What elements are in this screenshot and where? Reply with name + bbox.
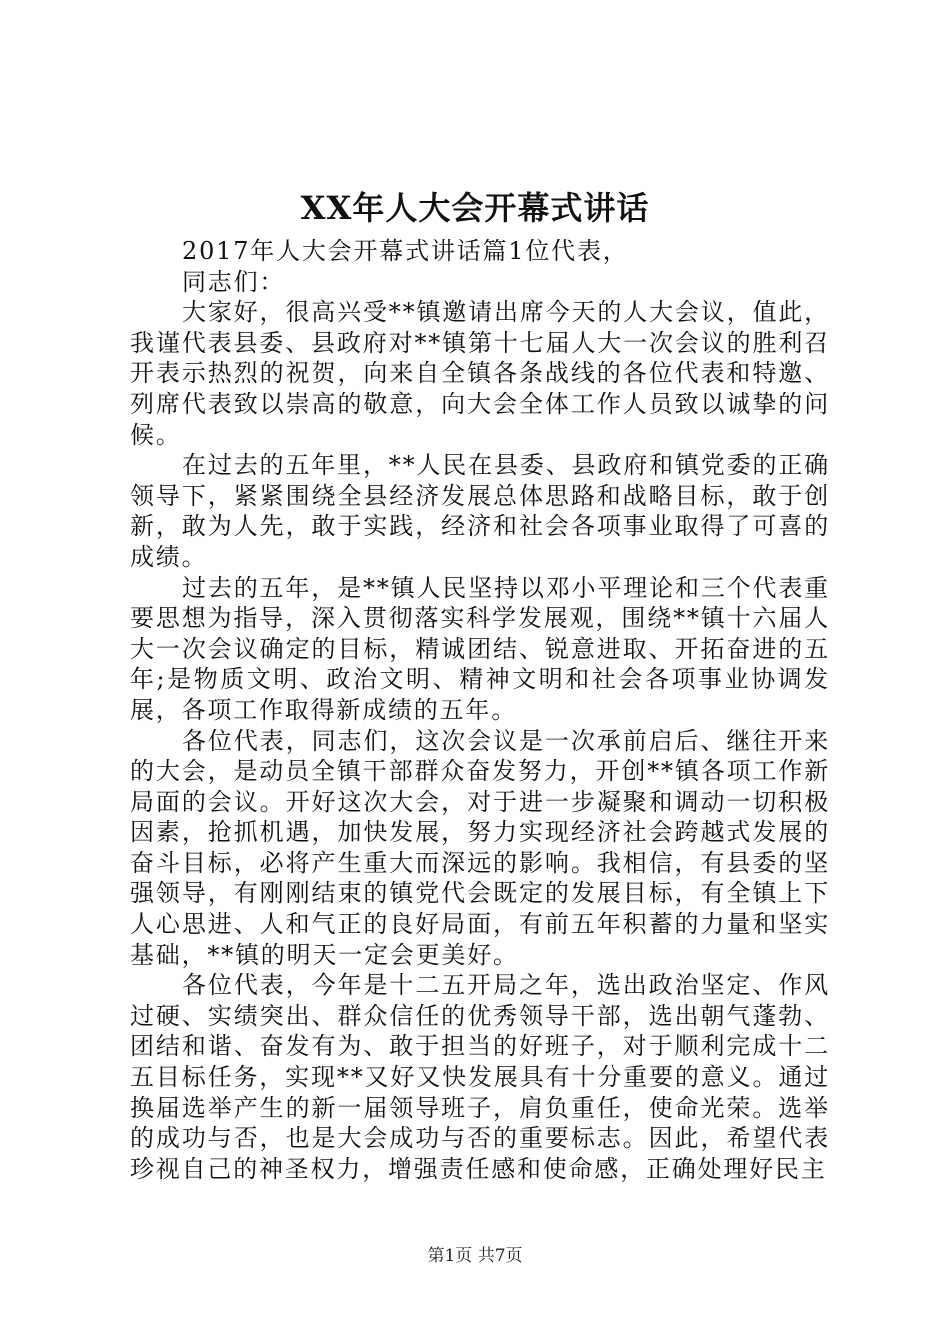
paragraph: 大家好，很高兴受**镇邀请出席今天的人大会议，值此，我谨代表县委、县政府对**镇第十七届人大一次会议的胜利召开表示热烈的祝贺，向来自全镇各条战线的各位代表和特邀、列席代表致以崇高的敬意，向大会全体工作人员致以诚挚的问候。 — [130, 298, 830, 449]
paragraph-salutation: 同志们： — [182, 267, 286, 296]
page-footer: 第1页 共7页 — [427, 1246, 523, 1266]
paragraph: 各位代表，同志们，这次会议是一次承前启后、继往开来的大会，是动员全镇干部群众奋发努力，开创**镇各项工作新局面的会议。开好这次大会，对于进一步凝聚和调动一切积极因素，抢抓机遇，加快发展，努力实现经济社会跨越式发展的奋斗目标，必将产生重大而深远的影响。我相信，有县委的坚强领导，有刚刚结束的镇党代会既定的发展目标，有全镇上下人心思进、人和气正的良好局面，有前五年积蓄的力量和坚实基础，**镇的明天一定会更美好。 — [130, 726, 830, 969]
paragraph-opening: 2017年人大会开幕式讲话篇1位代表， — [182, 237, 629, 265]
paragraph: 过去的五年，是**镇人民坚持以邓小平理论和三个代表重要思想为指导，深入贯彻落实科学发展观，围绕**镇十六届人大一次会议确定的目标，精诚团结、锐意进取、开拓奋进的五年;是物质文明、政治文明、精神文明和社会各项事业协调发展，各项工作取得新成绩的五年。 — [130, 573, 830, 724]
document-body — [130, 236, 830, 1184]
paragraph: 各位代表，今年是十二五开局之年，选出政治坚定、作风过硬、实绩突出、群众信任的优秀领导干部，选出朝气蓬勃、团结和谐、奋发有为、敢于担当的好班子，对于顺利完成十二五目标任务，实现**又好又快发展具有十分重要的意义。通过换届选举产生的新一届领导班子，肩负重任，使命光荣。选举的成功与否，也是大会成功与否的重要标志。因此，希望代表珍视自己的神圣权力，增强责任感和使命感，正确处理好民主 — [130, 971, 830, 1183]
paragraph: 在过去的五年里，**人民在县委、县政府和镇党委的正确领导下，紧紧围绕全县经济发展总体思路和战略目标，敢于创新，敢为人先，敢于实践，经济和社会各项事业取得了可喜的成绩。 — [130, 451, 830, 571]
document-title: XX年人大会开幕式讲话 — [300, 189, 650, 227]
